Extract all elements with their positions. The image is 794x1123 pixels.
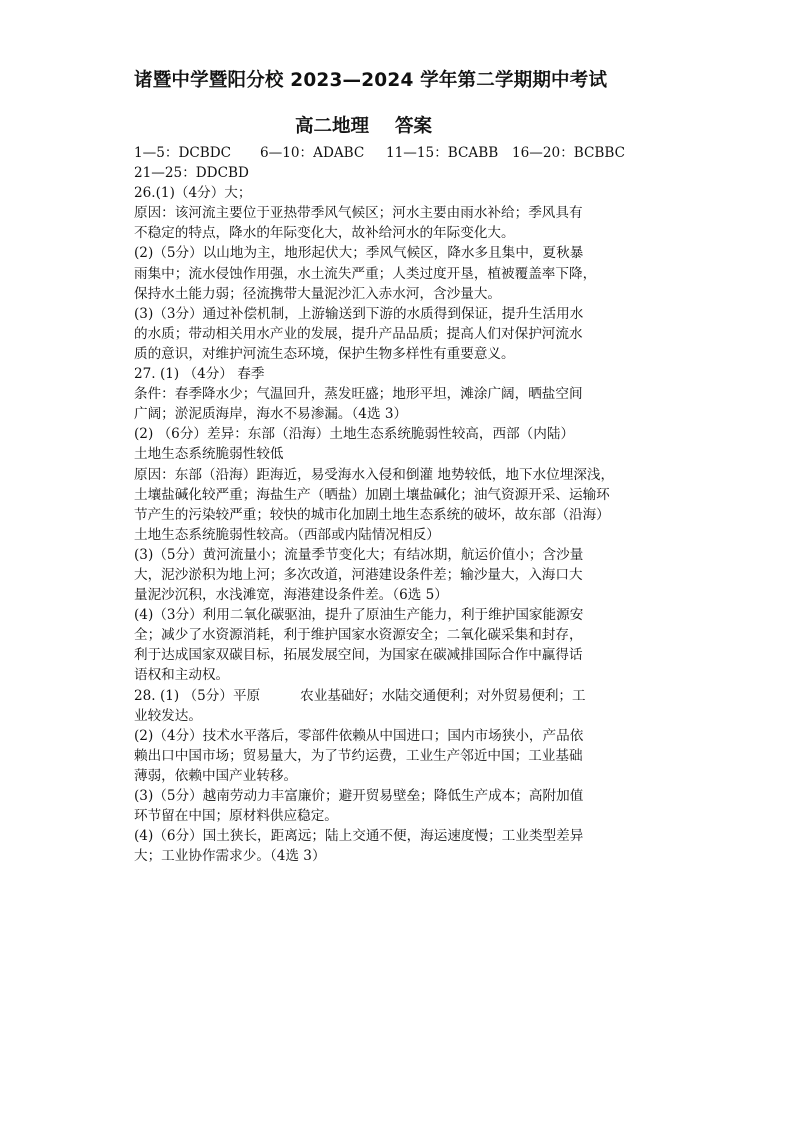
answer-line-q28 [134, 686, 679, 706]
answer-line: 环节留在中国；原材料供应稳定。 [134, 808, 338, 825]
answer-line: 26.(1)（4分）大； [134, 185, 252, 202]
answer-line: 业较发达。 [134, 707, 202, 724]
answer-line: (3)（3分）通过补偿机制，上游输送到下游的水质得到保证，提升生活用水 [134, 305, 584, 322]
answer-line: (3)（5分）越南劳动力丰富廉价；避开贸易壁垒；降低生产成本；高附加值 [134, 788, 584, 804]
answer-line: 原因：该河流主要位于亚热带季风气候区；河水主要由雨水补给；季风具有 [134, 205, 583, 222]
answer-line: 全；减少了水资源消耗，利于维护国家水资源安全；二氧化碳采集和封存， [134, 627, 583, 644]
answer-line: 保持水土能力弱；径流携带大量泥沙汇入赤水河，含沙量大。 [134, 285, 502, 302]
answer-line: 土地生态系统脆弱性较高。（西部或内陆情况相反） [134, 526, 440, 543]
choice-group-21-25: 21—25：DDCBD [134, 165, 249, 182]
answer-line: 的水质；带动相关用水产业的发展，提升产品品质；提高人们对保护河流水 [134, 325, 583, 342]
choice-group-16-20: 16—20：BCBBC [512, 145, 626, 161]
answer-line: 广阔；淤泥质海岸，海水不易渗漏。（4选 3） [134, 406, 408, 423]
answer-line: (2)（5分）以山地为主，地形起伏大；季风气候区，降水多且集中，夏秋暴 [134, 245, 584, 262]
choice-group-11-15: 11—15：BCABB [386, 145, 499, 161]
answer-line: 土壤盐碱化较严重；海盐生产（晒盐）加剧土壤盐碱化；油气资源开采、运输环 [134, 486, 610, 503]
choice-group-6-10: 6—10：ADABC [260, 145, 365, 161]
answer-line: (4)（3分）利用二氧化碳驱油，提升了原油生产能力，利于维护国家能源安 [134, 607, 584, 624]
answer-line: 节产生的污染较严重；较快的城市化加剧土地生态系统的破坏，故东部（沿海） [134, 506, 610, 523]
answer-line: 利于达成国家双碳目标，拓展发展空间，为国家在碳减排国际合作中赢得话 [134, 647, 583, 664]
answer-line: 大，泥沙淤积为地上河；多次改道，河港建设条件差；输沙量大，入海口大 [134, 566, 583, 583]
q28-part1-head: 28. (1) （5分）平原 [134, 687, 261, 704]
answer-line: 赖出口中国市场；贸易量大，为了节约运费，工业生产邻近中国；工业基础 [134, 747, 583, 764]
answer-line: 原因：东部（沿海）距海近，易受海水入侵和倒灌 地势较低，地下水位埋深浅， [134, 466, 615, 483]
answer-line: 量泥沙沉积，水浅滩宽，海港建设条件差。（6选 5） [134, 587, 448, 604]
answer-line: 语权和主动权。 [134, 667, 230, 684]
answer-line: (3)（5分）黄河流量小；流量季节变化大；有结冰期，航运价值小；含沙量 [134, 546, 584, 563]
answer-line: 土地生态系统脆弱性较低 [134, 446, 284, 463]
answer-line: 条件：春季降水少；气温回升，蒸发旺盛；地形平坦，滩涂广阔，晒盐空间 [134, 386, 583, 403]
answer-line: (2) （6分）差异：东部（沿海）土地生态系统脆弱性较高，西部（内陆） [134, 426, 575, 443]
answer-line: 雨集中；流水侵蚀作用强，水土流失严重；人类过度开垦，植被覆盖率下降， [134, 265, 597, 282]
q28-part1-reasons: 农业基础好；水陆交通便利；对外贸易便利；工 [300, 687, 586, 704]
subject-title [295, 112, 432, 138]
answer-label: 答案 [395, 116, 433, 137]
choice-answers-row-2 [134, 163, 679, 183]
choice-answers-row-1 [134, 143, 679, 163]
answer-line: 大；工业协作需求少。（4选 3） [134, 848, 326, 865]
answer-line: (4)（6分）国土狭长，距离远；陆上交通不便，海运速度慢；工业类型差异 [134, 828, 584, 845]
answer-line: 27. (1) （4分） 春季 [134, 366, 265, 383]
choice-group-1-5: 1—5：DCBDC [134, 145, 232, 161]
answer-line: 不稳定的特点，降水的年际变化大，故补给河水的年际变化大。 [134, 225, 515, 242]
answer-line: (2)（4分）技术水平落后，零部件依赖从中国进口；国内市场狭小，产品依 [134, 727, 584, 744]
answer-body [134, 143, 679, 866]
answer-line: 质的意识，对维护河流生态环境，保护生物多样性有重要意义。 [134, 345, 515, 362]
answer-line: 薄弱，依赖中国产业转移。 [134, 767, 298, 784]
subject-name: 高二地理 [295, 116, 370, 137]
exam-title: 诸暨中学暨阳分校 2023—2024 学年第二学期期中考试 [134, 70, 608, 91]
